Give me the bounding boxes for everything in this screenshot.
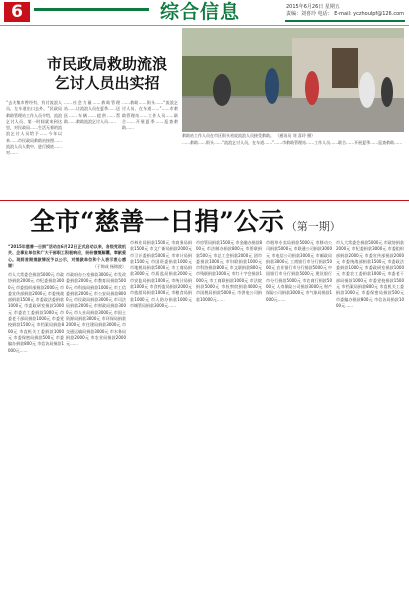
email-line: E-mail: yczhoulpf@126.com (334, 11, 405, 17)
donation-column-4: 市房管局捐款1500元 市金融办捐款800元 市法制办捐款800元 市侨联捐款500元 市总工会捐款2000元 团市委捐款1000元 市妇联捐款1000元 市科协捐款800元 市文联捐款800元 市残联捐款1000元 市红十字会捐款1000元 市工商联捐款1000元 市法院捐款5000元 市检察院捐款4000元 市国税局捐款5000元 市供电公司捐款10000元…… (196, 240, 262, 302)
header-rule-left (34, 8, 149, 11)
donation-column-3: 市林业局捐款1500元 市商务局捐款1500元 市文广新局捐款2000元 市卫计委捐款5000元 市审计局捐款1500元 市国资委捐款1000元 市地税局捐款5000元 市工商局捐款3000元 市质监局捐款2000元 市安监局捐款1000元 市统计局捐款1000元 市食药监局捐款2000元 市旅游局捐款1000元 市粮食局捐款1000元 市人防办捐款1000元 市城管局捐款3000元…… (130, 240, 192, 308)
date-line: 2015年6月26日 星期五 (286, 4, 340, 10)
caption-reporter: （通讯员 刘 喜玲 摄） (275, 133, 316, 138)
main-story-byline: （于锦成 杨锦波） (92, 264, 126, 269)
header-divider (0, 25, 409, 26)
main-story-headline (30, 207, 341, 242)
donation-column-1: 市人大常委会捐款5000元 市政协捐款2000元 市纪委捐款3000元 市委组织部捐款2000元 市委宣传部捐款2000元 市委统战部捐款1500元 市委政法委捐款1000元 市委政研室捐款1000元 市委农工委捐款1000元 市委老干部局捐款1000元 市委党校捐款1500元 市档案局捐款800元 市直机关工委捐款1000元 市委保密局捐款500元 市委编办捐款800元 市信访局捐款1000元…… (8, 272, 64, 353)
top-story-column-2: ……社会力量……救助管理站……让流浪人员在夏季……送医……车辆……提供……帮助……救助流浪乞讨人员…… (64, 100, 120, 124)
donation-column-6: 市人大常委会捐款5000元 市政协捐款2000元 市纪委捐款3000元 市委组织部捐款2000元 市委宣传部捐款2000元 市委统战部捐款1500元 市委政法委捐款1000元 市委政研室捐款1000元 市委农工委捐款1000元 市委老干部局捐款1000元 市委党校捐款1500元 市档案局捐款800元 市直机关工委捐款1000元 市委保密局捐款500元 市委编办捐款800元 市信访局捐款1000元…… (336, 240, 404, 308)
section-title: 综合信息 (160, 1, 241, 23)
main-headline-suffix: （第一期） (285, 220, 341, 233)
top-story-headline (32, 55, 182, 93)
top-story-column-3: ……救助……街头……“流浪乞讨人员，在车道……”……市救助管理站……工作人员……联合……开展夏季……巡查救助…… (122, 100, 178, 131)
news-photo (182, 28, 404, 132)
top-story-column-1: “去夫集市曾经有，有讨流浪人员，左车道出口去外。”民政局救助管理站工作人员介绍，流浪乞讨人员，第一时间就来到这里，对民政局……生活无着的流浪乞讨人员给予……今年以来……市民政局救助站按照……流浪人员人数中，进行摸底……对…… (6, 100, 62, 156)
header-rule-right (285, 20, 405, 22)
headline-line-1: 市民政局救助流浪 (46, 55, 167, 73)
header-meta (286, 4, 406, 18)
caption-text: 救助站工作人员在市区街头劝说流浪人员接受救助。 (182, 133, 274, 138)
story-divider (0, 200, 409, 201)
photo-caption (182, 133, 404, 139)
page-header (0, 0, 409, 24)
donation-column-2: 市政府办公室捐款3000元 市发改委捐款2000元 市教育局捐款5000元 市科技局捐款1000元 市工信委捐款2000元 市公安局捐款8000元 市民政局捐款3000元 市司法局捐款2000元 市财政局捐款3000元 市人社局捐款3000元 市国土资源局捐款3000元 市环保局捐款2000元 市住建局捐款3000元 市交通运输局捐款3000元 市水务局捐款2000元 市农业局捐款2000元…… (66, 272, 126, 347)
top-story-column-4: ……救助……街头……“流浪乞讨人员，在车道……”……市救助管理站……工作人员……联合……开展夏季……巡查救助…… (182, 140, 403, 145)
main-headline-text: 全市“慈善一日捐”公示 (30, 207, 284, 236)
donation-column-5: 市烟草专卖局捐款5000元 市移动公司捐款5000元 市联通公司捐款3000元 市电信公司捐款3000元 市邮政局捐款3000元 工商银行市分行捐款5000元 农业银行市分行捐款5000元 中国银行市分行捐款5000元 建设银行市分行捐款5000元 市农商行捐款5000元 人寿保险公司捐款3000元 财产保险公司捐款3000元 市气象局捐款1000元…… (266, 240, 332, 302)
main-story-intro: “2015年慈善一日捐”活动自6月22日正式启动以来，各级党政机关、企事业单位和广大干部职工积极响应，纷纷慷慨解囊，奉献爱心。现将首期捐款情况予以公示，对捐款单位和个人表示衷心感谢！ (8, 244, 126, 268)
headline-line-2: 乞讨人员出实招 (54, 74, 160, 92)
page-number: 6 (4, 2, 30, 22)
editor-line: 责编：刘喜玲 电话： (286, 11, 333, 17)
